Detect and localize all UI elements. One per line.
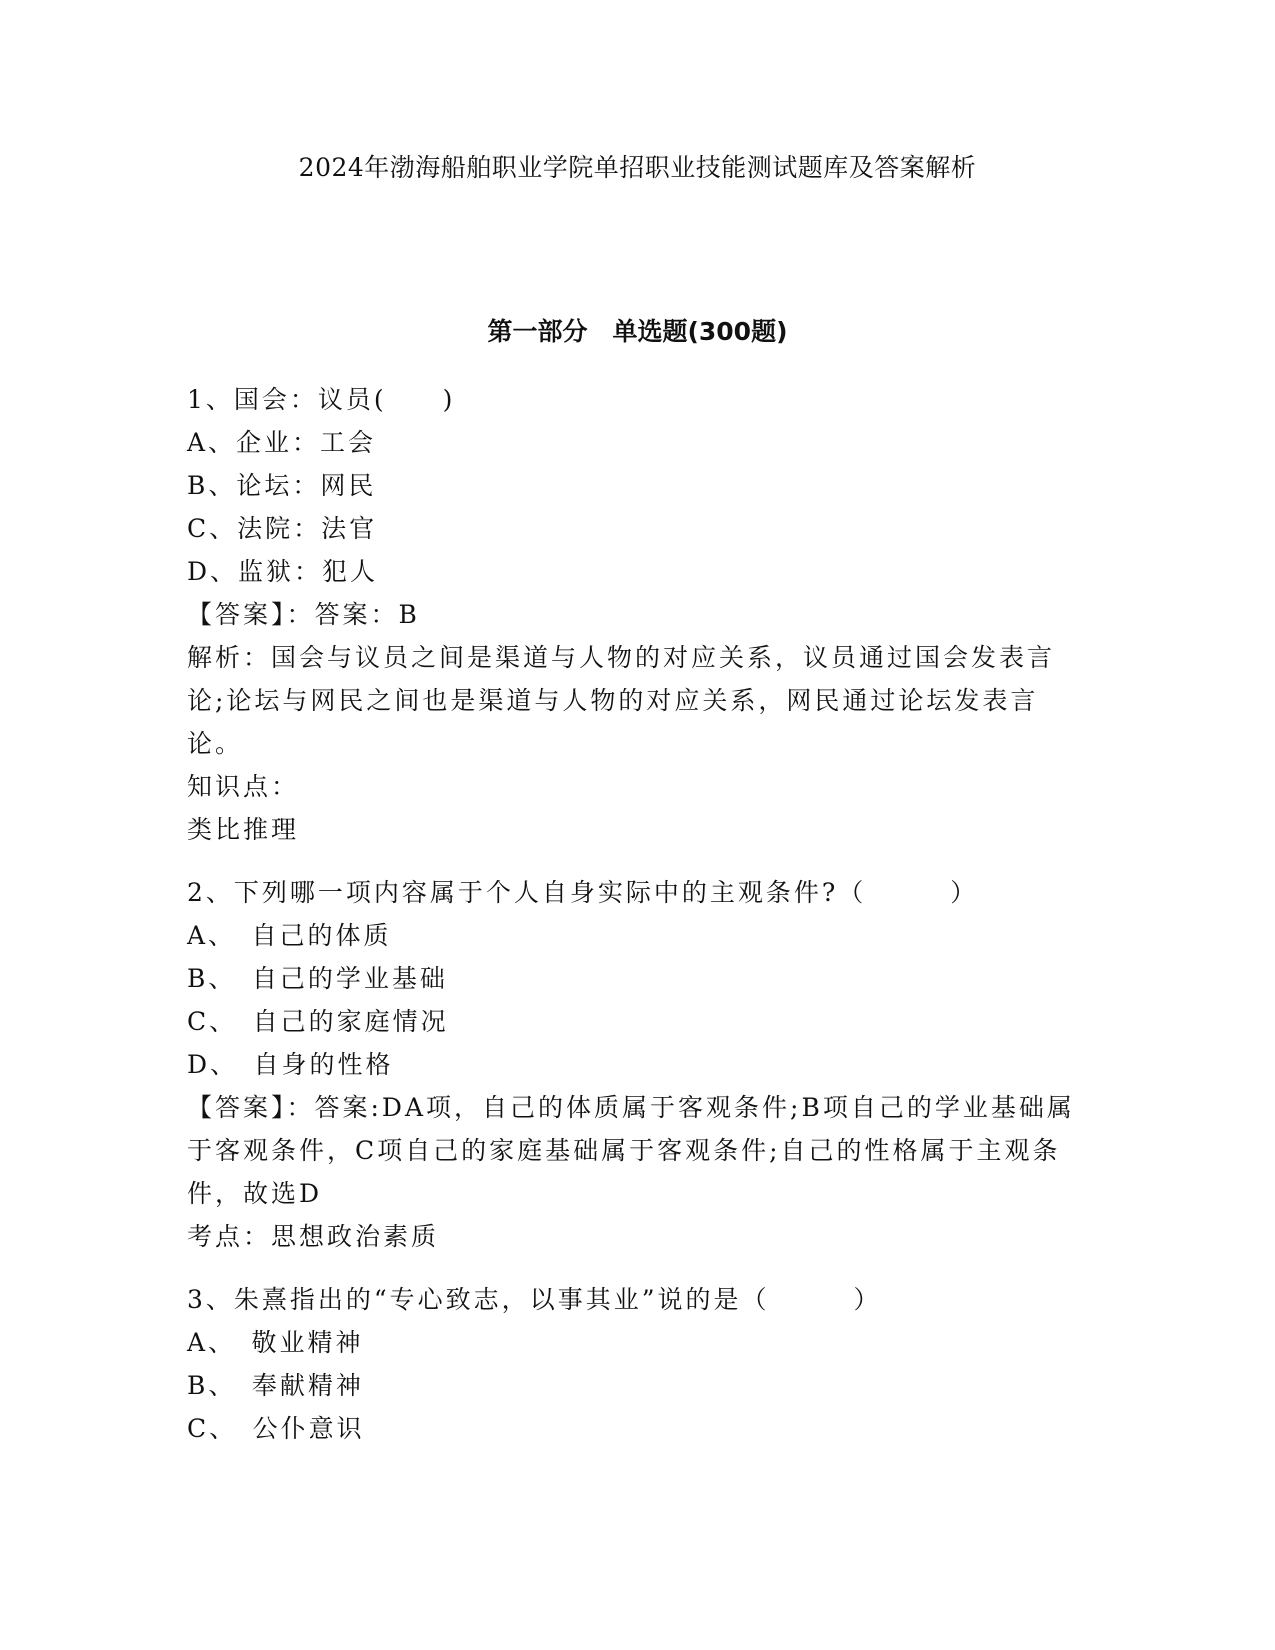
question-1 xyxy=(187,378,1087,851)
question-stem: 1、国会：议员( ) xyxy=(187,385,456,414)
knowledge-point-value: 类比推理 xyxy=(187,815,300,844)
answer-text: 【答案】：答案:DA项，自己的体质属于客观条件;B项自己的学业基础属于客观条件，C项自己的家庭基础属于客观条件;自己的性格属于主观条件，故选D xyxy=(187,1093,1075,1208)
answer-line: 【答案】：答案：B xyxy=(187,600,420,629)
knowledge-point-label: 知识点： xyxy=(187,772,300,801)
option-a: A、企业：工会 xyxy=(187,428,377,457)
option-b: B、论坛：网民 xyxy=(187,471,377,500)
question-stem: 2、下列哪一项内容属于个人自身实际中的主观条件?（ ） xyxy=(187,878,979,907)
option-a: A、 自己的体质 xyxy=(187,921,392,950)
option-b: B、 自己的学业基础 xyxy=(187,964,448,993)
option-a: A、 敬业精神 xyxy=(187,1328,364,1357)
question-2 xyxy=(187,871,1087,1258)
option-c: C、法院：法官 xyxy=(187,514,378,543)
option-d: D、监狱：犯人 xyxy=(187,557,379,586)
option-c: C、 公仆意识 xyxy=(187,1414,365,1443)
section-title: 第一部分 单选题(300题) xyxy=(487,317,788,346)
question-list xyxy=(187,378,1087,1450)
option-c: C、 自己的家庭情况 xyxy=(187,1007,449,1036)
option-d: D、 自身的性格 xyxy=(187,1050,394,1079)
question-stem: 3、朱熹指出的“专心致志，以事其业”说的是（ ） xyxy=(187,1285,882,1314)
option-b: B、 奉献精神 xyxy=(187,1371,364,1400)
analysis-text: 解析：国会与议员之间是渠道与人物的对应关系，议员通过国会发表言论;论坛与网民之间也是渠道与人物的对应关系，网民通过论坛发表言论。 xyxy=(187,643,1056,758)
exam-point: 考点：思想政治素质 xyxy=(187,1222,440,1251)
document-title: 2024年渤海船舶职业学院单招职业技能测试题库及答案解析 xyxy=(298,153,977,182)
question-3 xyxy=(187,1278,1087,1450)
